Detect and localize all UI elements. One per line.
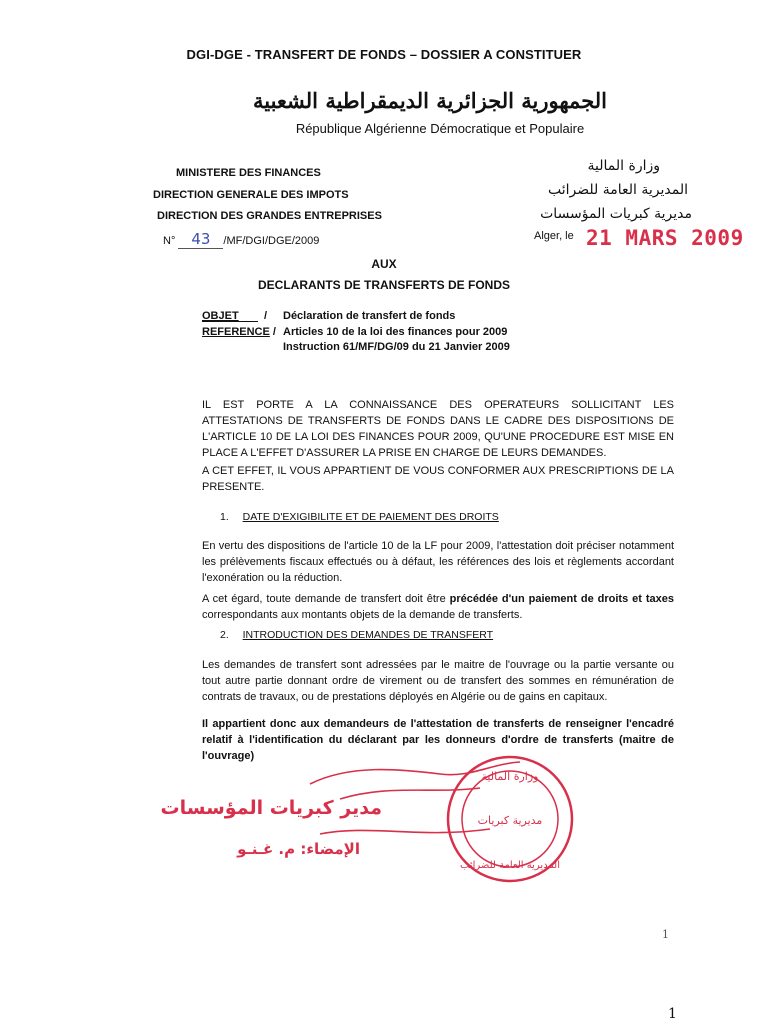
paragraph-effect: A CET EFFET, IL VOUS APPARTIENT DE VOUS CONFORMER AUX PRESCRIPTIONS DE LA PRESENTE.: [202, 465, 674, 493]
paragraph-applicants: Il appartient donc aux demandeurs de l'attestation de transferts de renseigner l'encadré relatif à l'identification du déclarant par les donneurs d'ordre de transferts (maitre de l'ouvrage): [202, 718, 674, 762]
paragraph-payment: [202, 591, 674, 623]
objet-sep: /: [264, 310, 268, 322]
arabic-republic-title: الجمهورية الجزائرية الديمقراطية الشعبية: [252, 88, 607, 113]
ref-prefix: N°: [163, 235, 176, 247]
objet-label-text: OBJET: [202, 310, 239, 322]
seal-bottom-text: المديرية العامة للضرائب: [460, 860, 560, 871]
page-number: 1: [668, 1006, 677, 1022]
section-2-number: 2.: [220, 629, 229, 641]
reference-line-1: Articles 10 de la loi des finances pour 2009: [283, 326, 508, 338]
ministry-ar-line-1: وزارة المالية: [587, 158, 660, 174]
reference-label-text: REFERENCE: [202, 326, 270, 338]
payment-text-post: correspondants aux montants objets de la demande de transferts.: [202, 609, 523, 621]
seal-mid-text: مديرية كبريات: [477, 814, 543, 827]
inner-page-number: 1: [662, 928, 669, 941]
ministry-ar-line-2: المديرية العامة للضرائب: [548, 182, 688, 198]
paragraph-requests: Les demandes de transfert sont adressées par le maitre de l'ouvrage ou la partie versante ou tout autre partie donnant ordre de virement ou de transfert des sommes en rémunération de contrats de travaux, ou de prestations déployés en Algérie ou de gains en capitaux.: [202, 659, 674, 703]
reference-number: [163, 230, 319, 249]
addressee-line-1: AUX: [371, 257, 397, 271]
reference-label: REFERENCE /: [202, 326, 276, 338]
ref-suffix: /MF/DGI/DGE/2009: [223, 235, 320, 247]
reference-line-2: Instruction 61/MF/DG/09 du 21 Janvier 2009: [283, 341, 510, 353]
date-stamp: 21 MARS 2009: [586, 226, 744, 250]
stamp-graphic: [160, 744, 600, 894]
addressee-line-2: DECLARANTS DE TRANSFERTS DE FONDS: [257, 278, 510, 292]
director-stamp-line-1: مدير كبريات المؤسسات: [160, 797, 382, 819]
ministry-line-2: DIRECTION GENERALE DES IMPOTS: [153, 189, 349, 201]
section-1-heading: [220, 511, 499, 523]
objet-text: Déclaration de transfert de fonds: [283, 310, 456, 322]
place-label: Alger, le: [534, 230, 574, 242]
paragraph-article-10: En vertu des dispositions de l'article 10 de la LF pour 2009, l'attestation doit préciser notamment les prélèvements fiscaux effectués ou à défaut, les références des lois et règlements accordant l'exonération ou la réduction.: [202, 540, 674, 584]
republic-title-fr: République Algérienne Démocratique et Populaire: [295, 121, 585, 136]
paragraph-intro: IL EST PORTE A LA CONNAISSANCE DES OPERATEURS SOLLICITANT LES ATTESTATIONS DE TRANSFERTS DE FONDS DANS LE CADRE DES DISPOSITIONS DE L'ARTICLE 10 DE LA LOI DES FINANCES POUR 2009, QU'UNE PROCEDURE EST MISE EN PLACE A L'EFFET D'ASSURER LA PRISE EN CHARGE DE LEURS DEMANDES.: [202, 399, 674, 459]
objet-underline: [202, 321, 258, 322]
ministry-ar-line-3: مديرية كبريات المؤسسات: [540, 206, 692, 222]
director-stamp-line-2: الإمضاء: م. غـنـو: [237, 840, 360, 858]
section-2-title: INTRODUCTION DES DEMANDES DE TRANSFERT: [242, 629, 494, 641]
document-header: DGI-DGE - TRANSFERT DE FONDS – DOSSIER A CONSTITUER: [186, 47, 582, 62]
ministry-line-1: MINISTERE DES FINANCES: [176, 167, 321, 179]
ministry-line-3: DIRECTION DES GRANDES ENTREPRISES: [157, 210, 382, 222]
payment-text-bold: précédée d'un paiement de droits et taxes: [449, 593, 674, 605]
section-2-heading: [220, 629, 493, 641]
seal-top-text: وزارة المالية: [481, 770, 539, 783]
official-stamp-signature: [160, 744, 600, 899]
ref-handwritten-number: 43: [178, 230, 223, 249]
section-1-title: DATE D'EXIGIBILITE ET DE PAIEMENT DES DROITS: [242, 511, 499, 523]
section-1-number: 1.: [220, 511, 229, 523]
payment-text-pre: A cet égard, toute demande de transfert doit être: [202, 593, 450, 605]
